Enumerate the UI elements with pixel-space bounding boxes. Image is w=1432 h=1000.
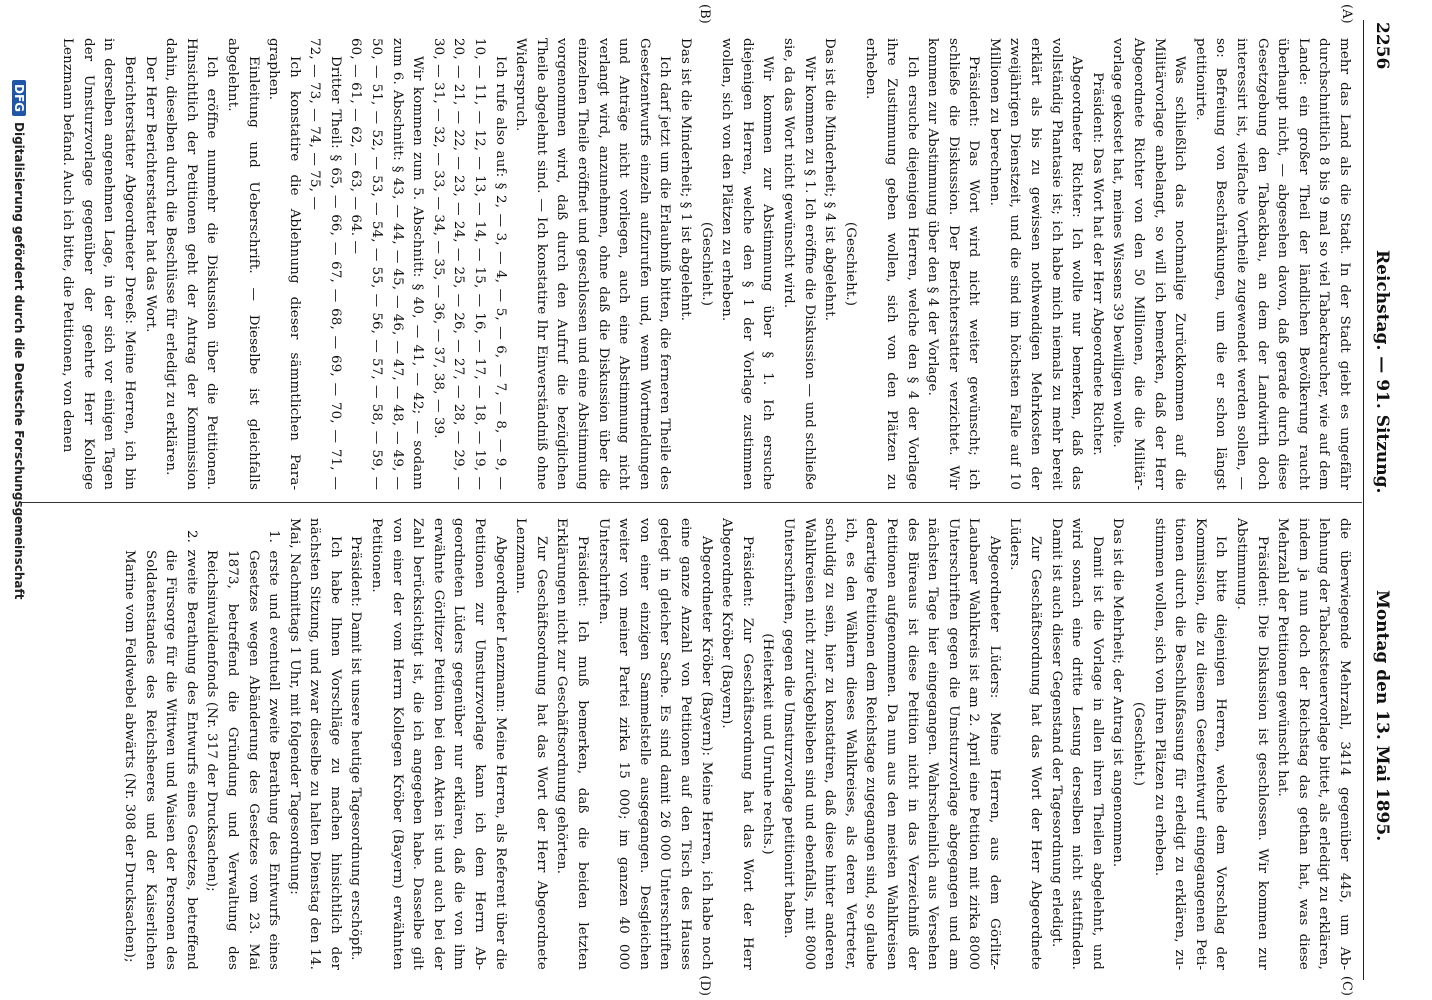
paragraph: Zur Geschäftsordnung hat das Wort der Herr Abgeordnete Lenzmann. bbox=[513, 518, 549, 970]
header-left-title: Reichstag. — 91. Sitzung. bbox=[1372, 250, 1392, 494]
paragraph: Das ist die Minderheit; § 4 ist abgelehnt. bbox=[822, 38, 838, 322]
paragraph: Wir kommen zum 5. Abschnitt: § 40, — 41, — 42; — sodann zum 6. Abschnitt: § 43, — 44, — 45, — 46, — 47, — 48, — 49, — 50, — 51, — 52, — 53, — 54, — 55, — 56, — 57, — 58, — 59, — 60, — 61, — 62, — 63, — 64. — bbox=[348, 38, 426, 490]
paragraph: Dritter Theil: § 65, — 66, — 67, — 68, — 69, — 70, — 71, — 72, — 73, — 74, — 75, — bbox=[307, 38, 343, 490]
paragraph: Präsident: Damit ist unsere heutige Tagesordnung erschöpft. bbox=[348, 536, 364, 961]
digitization-text: Digitalisierung gefördert durch die Deutsche Forschungsgemeinschaft bbox=[12, 122, 26, 600]
paragraph: Präsident: Zur Geschäftsordnung hat das Wort der Herr Abgeordnete Kröber (Bayern). bbox=[719, 518, 755, 970]
paragraph: Ich darf jetzt um die Erlaubniß bitten, die ferneren Theile des Gesetzentwurfs einzeln aufzurufen und, wenn Wortmeldungen und Anträge nicht vorliegen, auch eine Abstimmung nicht verlangt wird, anzunehmen, ohne daß die Diskussion über die einzelnen Theile eröffnet und geschlossen und eine Abstimmung vorgenommen wird, daß durch den Aufruf die bezüglichen Theile abgelehnt sind. — Ich konstatire Ihr Einverständniß ohne Widerspruch. bbox=[513, 38, 673, 490]
paragraph: Ich ersuche diejenigen Herren, welche den § 4 der Vorlage ihre Zustimmung geben wollen, sich von den Plätzen zu erheben. bbox=[863, 38, 920, 490]
paragraph: Präsident: Das Wort hat der Herr Abgeordnete Richter. bbox=[1089, 72, 1105, 456]
dfg-logo: DFG bbox=[12, 80, 26, 116]
header-right-title: Montag den 13. Mai 1895. bbox=[1372, 590, 1392, 842]
margin-mark-c: (C) bbox=[1339, 975, 1354, 996]
paragraph: Damit ist die Vorlage in allen ihren Theilen abgelehnt, und wird sonach eine dritte Lesung derselben nicht stattfinden. Damit ist auch dieser Gegenstand der Tagesordnung erledigt. bbox=[1048, 518, 1105, 970]
paragraph: Abgeordneter Kröber (Bayern): Meine Herren, ich habe noch eine ganze Anzahl von Petitionen auf den Tisch des Hauses gelegt in gleicher Sache. Es sind damit 26 000 Unterschriften von einer einzigen Sammelstelle ausgegangen. Desgleichen weiter von meiner Partei zirka 15 000; im ganzen 40 000 Unterschriften. bbox=[595, 518, 714, 970]
paragraph: Ich bitte diejenigen Herren, welche dem Vorschlag der Kommission, die zu diesem Gesetzentwurf eingegangenen Petitionen durch die Beschlußfassung für erledigt zu erklären, zustimmen wollen, sich von ihren Plätzen zu erheben. bbox=[1151, 518, 1229, 970]
paragraph: Einleitung und Ueberschrift. — Dieselbe ist gleichfalls abgelehnt. bbox=[224, 38, 261, 490]
paragraph: die überwiegende Mehrzahl, 3414 gegenüber 445, um Ablehnung der Tabacksteuervorlage bittet, als erledigt zu erklären, indem ja nun doch der Reichstag das gethan hat, was diese Mehrzahl der Petitionen gewünscht hat. bbox=[1275, 518, 1352, 970]
column-divider bbox=[20, 502, 1362, 503]
paragraph: mehr das Land als die Stadt. In der Stadt giebt es ungefähr durchschnittlich 8 bis 9 mal so viel Tabackraucher, wie auf dem Lande: ein großer Theil der ländlichen Bevölkerung raucht überhaupt nicht, — abgesehen davon, daß gerade durch diese Gesetzgebung den Tabackbau, an dem der Landwirth doch interessirt ist, vielfache Vortheile zugewendet werden sollen, — so: Befreiung von Beschränkungen, um die er schon längst petitionirte. bbox=[1192, 38, 1352, 490]
paragraph: Abgeordneter Lenzmann: Meine Herren, als Referent über die Petitionen zur Umsturzvorlage kann ich dem Herrn Abgeordneten Lüders gegenüber nur erklären, daß die von ihm erwähnte Görlitzer Petition bei den Akten ist und auch bei der Zahl berücksichtigt ist, die ich angegeben habe. Dasselbe gilt von einer der vom Herrn Kollegen Kröber (Bayern) erwähnten Petitionen. bbox=[369, 518, 508, 970]
paragraph: (Geschieht.) bbox=[698, 221, 714, 307]
paragraph: Was schließlich das nochmalige Zurückkommen auf die Militärvorlage anbelangt, so will ich bemerken, daß der Herr Abgeordnete Richter von den 50 Millionen, die die Militärvorlage gekostet hat, meines Wissens 39 bewilligen wollte. bbox=[1110, 38, 1188, 490]
left-column bbox=[57, 38, 1354, 490]
paragraph: (Heiterkeit und Unruhe rechts.) bbox=[760, 633, 776, 855]
paragraph: Präsident: Die Diskussion ist geschlossen. Wir kommen zur Abstimmung. bbox=[1234, 518, 1270, 970]
paragraph: Das ist die Minderheit; § 1 ist abgelehnt. bbox=[678, 38, 693, 322]
page-number: 2256 bbox=[1372, 22, 1392, 70]
paragraph: Wir kommen zur Abstimmung über § 1. Ich ersuche diejenigen Herren, welche den § 1 der Vorlage zustimmen wollen, sich von den Plätzen zu erheben. bbox=[719, 38, 776, 490]
agenda-item: 1. erste und eventuell zweite Berathung des Entwurfs eines Gesetzes wegen Abänderung des Gesetzes vom 23. Mai 1873, betreffend die Gründung und Verwaltung des Reichsinvalidenfonds (Nr. 317 der Drucksachen); bbox=[204, 530, 282, 970]
paragraph: Abgeordneter Richter: Ich wollte nur bemerken, daß das vollständig Phantasie ist; ich habe mich niemals zu mehr bereit erklärt als bis zu gewissen nothwendigen Mehrkosten der zweijährigen Dienstzeit, und die sind im höchsten Falle auf 10 Millionen zu berechnen. bbox=[986, 38, 1085, 490]
right-column bbox=[118, 518, 1354, 970]
paragraph: Wir kommen zu § 1. Ich eröffne die Diskussion — und schließe sie, da das Wort nicht gewünscht wird. bbox=[780, 38, 817, 490]
paragraph: Präsident: Ich muß bemerken, daß die beiden letzten Erklärungen nicht zur Geschäftsordnung gehörten. bbox=[554, 518, 591, 970]
digitization-note bbox=[6, 80, 26, 980]
paragraph: Das ist die Mehrheit; der Antrag ist angenommen. bbox=[1110, 518, 1126, 868]
agenda-item: 2. zweite Berathung des Entwurfs eines Gesetzes, betreffend die Fürsorge für die Wittwen und Waisen der Personen des Soldatenstandes des Reichsheeres und der Kaiserlichen Marine vom Feldwebel abwärts (Nr. 308 der Drucksachen); bbox=[121, 530, 199, 970]
paragraph: Ich konstatire die Ablehnung dieser sämmtlichen Paragraphen. bbox=[266, 38, 302, 490]
margin-mark-b: (B) bbox=[697, 4, 712, 24]
paragraph: Präsident: Das Wort wird nicht weiter gewünscht; ich schließe die Diskussion. Der Berichterstatter verzichtet. Wir kommen zur Abstimmung über den § 4 der Vorlage. bbox=[925, 38, 982, 490]
paragraph: (Geschieht.) bbox=[1131, 701, 1147, 787]
paragraph: Der Herr Berichterstatter hat das Wort. bbox=[142, 56, 158, 333]
paragraph: Abgeordneter Lüders: Meine Herren, aus dem Görlitz-Laubaner Wahlkreis ist am 2. April eine Petition mit zirka 8000 Unterschriften gegen die Umsturzvorlage abgegangen und am nächsten Tage hier eingegangen. Wahrscheinlich aus Versehen des Büreaus ist diese Petition nicht in das Verzeichniß der Petitionen aufgenommen. Da nun aus den meisten Wahlkreisen derartige Petitionen dem Reichstage zugegangen sind, so glaube ich, es den Wählern dieses Wahlkreises, als deren Vertreter, schuldig zu sein, hier zu konstatiren, daß diese hinter anderen Wahlkreisen nicht zurückgeblieben sind und ebenfalls, mit 8000 Unterschriften, gegen die Umsturzvorlage petitionirt haben. bbox=[780, 518, 1002, 970]
margin-mark-a: (A) bbox=[1339, 4, 1354, 24]
paragraph: Berichterstatter Abgeordneter Dreeß: Meine Herren, ich bin in derselben angenehmen Lage, in der sich vor einigen Tagen der Umsturzvorlage gegenüber der geehrte Herr Kollege Lenzmann befand. Auch ich bitte, die Petitionen, von denen bbox=[60, 38, 137, 490]
paragraph: Zur Geschäftsordnung hat das Wort der Herr Abgeordnete Lüders. bbox=[1007, 518, 1044, 970]
paragraph: (Geschieht.) bbox=[842, 221, 858, 307]
margin-mark-d: (D) bbox=[697, 975, 712, 996]
paragraph: Ich eröffne nunmehr die Diskussion über die Petitionen. Hinsichtlich der Petitionen geht der Antrag der Kommission dahin, dieselben durch die Beschlüsse für erledigt zu erklären. bbox=[163, 38, 220, 490]
paragraph: Ich habe Ihnen Vorschläge zu machen hinsichtlich der nächsten Sitzung, und zwar dieselbe zu halten Dienstag den 14. Mai, Nachmittags 1 Uhr, mit folgender Tagesordnung: bbox=[286, 518, 343, 970]
header-rule bbox=[1363, 20, 1364, 980]
paragraph: Ich rufe also auf: § 2, — 3, — 4, — 5, — 6, — 7, — 8, — 9, — 10, — 11, — 12, — 13, — 14, — 15, — 16, — 17, — 18, — 19, — 20, — 21, — 22, — 23, — 24, — 25, — 26, — 27, — 28, — 29, — 30, — 31, — 32, — 33, — 34, — 35, — 36, — 37, 38, — 39. bbox=[430, 38, 508, 490]
